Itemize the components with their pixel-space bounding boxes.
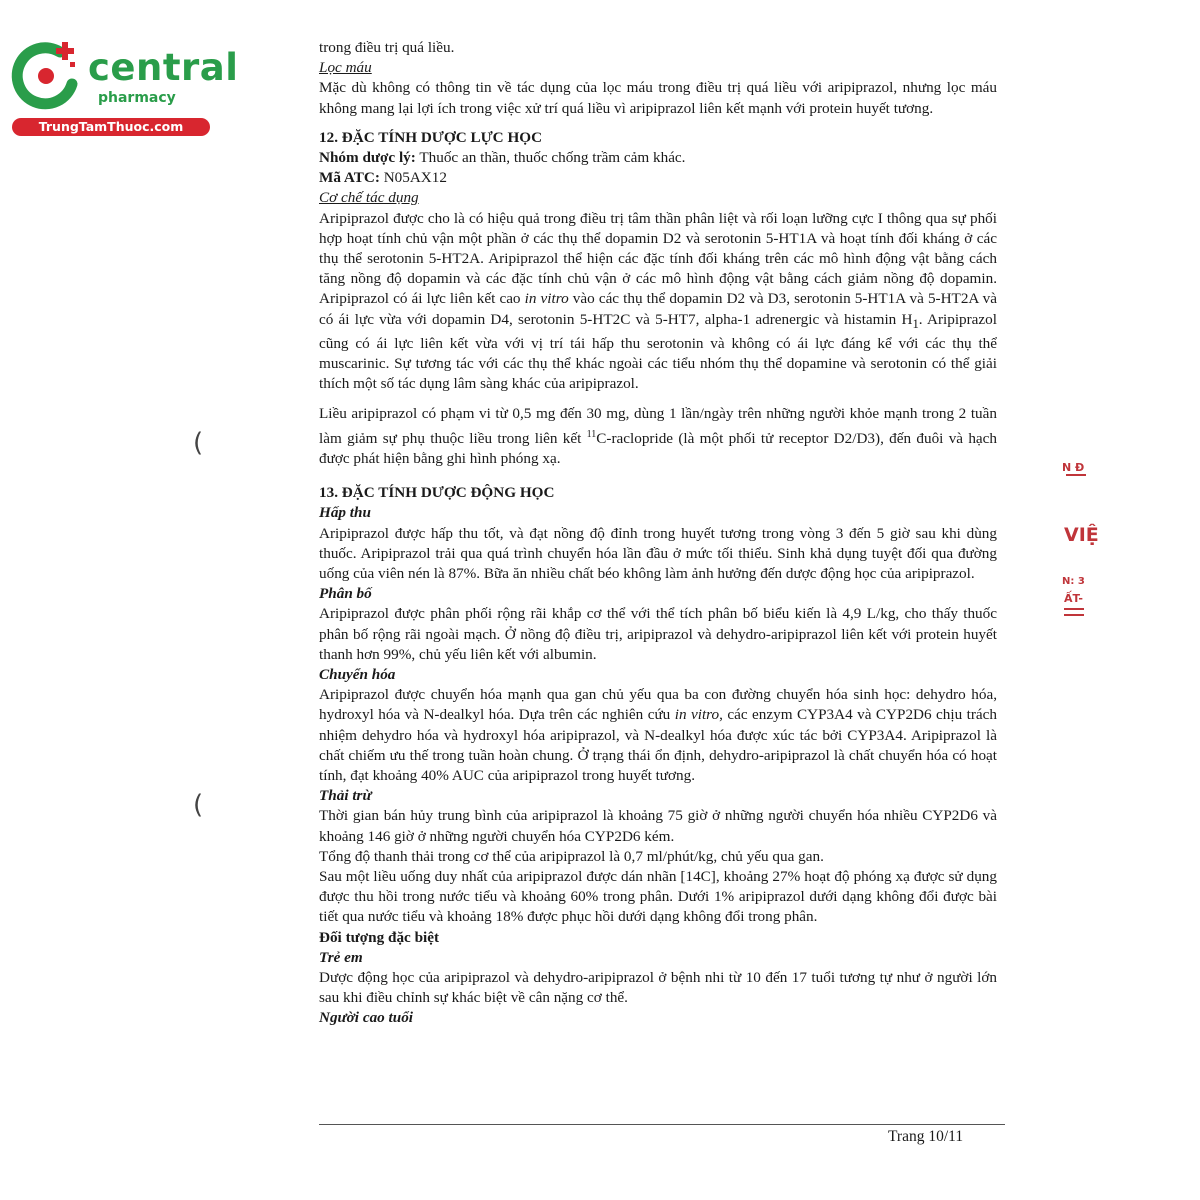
text: vào các thụ thể dopamin D2 và D3, serotonin 5-HT1A và 5-HT2A và có ái lực vừa với dopamin D4, serotonin 5-HT2C và 5-HT7, alpha-1 adrenergic và histamin H: [319, 290, 997, 328]
paragraph: Tổng độ thanh thải trong cơ thể của aripiprazol là 0,7 ml/phút/kg, chủ yếu qua gan.: [319, 847, 824, 865]
section-12-heading: 12. ĐẶC TÍNH DƯỢC LỰC HỌC: [319, 128, 543, 146]
text: . Aripiprazol cũng có ái lực liên kết vừa với vị trí tái hấp thu serotonin và không có ái lực đáng kể với các thụ thể muscarinic. Sự tương tác với các thụ thể khác ngoài các tiểu nhóm thụ thể dopamine và serotonin có thể giải thích một số tác dụng lâm sàng khác của aripiprazol.: [319, 310, 997, 393]
value: N05AX12: [379, 169, 447, 187]
logo-url: TrungTamThuoc.com: [12, 118, 210, 136]
stamp-line: [1064, 608, 1084, 610]
stamp-text: N: 3: [1062, 576, 1085, 587]
subheading-tre-em: Trẻ em: [319, 948, 363, 966]
paragraph: Mặc dù không có thông tin về tác dụng của lọc máu trong điều trị quá liều với aripiprazol, nhưng lọc máu không mang lại lợi ích trong việc xử trí quá liều vì aripiprazol liên kết mạnh với protein huyết tương.: [319, 79, 997, 117]
subheading-doi-tuong: Đối tượng đặc biệt: [319, 928, 440, 946]
stamp-line: [1066, 474, 1086, 476]
text: Liều aripiprazol có phạm vi từ 0,5 mg đến 30 mg, dùng 1 lần/ngày trên những người khỏe mạnh trong 2 tuần làm giảm sự phụ thuộc liều trong liên kết: [319, 405, 997, 447]
subscript: 1: [912, 316, 919, 331]
paragraph: trong điều trị quá liều.: [319, 39, 455, 56]
binder-mark-icon: (: [193, 790, 204, 820]
subheading-nguoi-cao-tuoi: Người cao tuổi: [319, 1009, 414, 1027]
binder-mark-icon: (: [193, 428, 204, 458]
italic-text: in vitro: [674, 706, 720, 724]
section-13-heading: 13. ĐẶC TÍNH DƯỢC ĐỘNG HỌC: [319, 484, 555, 502]
text: C-raclopride (là một phối tử receptor D2/D3), đến đuôi và hạch được phát hiện bằng ghi hình phóng xạ.: [319, 429, 998, 467]
subheading-thai-tru: Thải trừ: [319, 787, 372, 805]
stamp-text: N Đ: [1062, 461, 1085, 474]
label: Nhóm dược lý:: [319, 149, 416, 167]
subheading-co-che: Cơ chế tác dụng: [319, 189, 419, 207]
label: Mã ATC:: [319, 169, 380, 187]
atc-code: [319, 168, 997, 188]
logo-subtitle: pharmacy: [98, 90, 176, 106]
subheading-chuyen-hoa: Chuyển hóa: [319, 665, 396, 683]
footer-divider: [319, 1124, 1005, 1125]
logo-mark-icon: [10, 38, 84, 112]
paragraph: [319, 685, 997, 786]
text: Aripiprazol được cho là có hiệu quả trong điều trị tâm thần phân liệt và rối loạn lưỡng cực I thông qua sự phối hợp hoạt tính chủ vận một phần ở các thụ thể dopamin D2 và serotonin 5-HT1A và hoạt tính đối kháng ở các thụ thể serotonin 5-HT2A. Aripiprazol thể hiện các đặc tính đối kháng trên các mô hình động vật bằng cách tăng nồng độ dopamin và các đặc tính chủ vận ở các mô hình động vật bằng cách giảm nồng độ dopamin. Aripiprazol có ái lực liên kết cao: [319, 209, 997, 308]
text: Aripiprazol được chuyển hóa mạnh qua gan chủ yếu qua ba con đường chuyển hóa sinh học: dehydro hóa, hydroxyl hóa và N-dealkyl hóa. Dựa trên các nghiên cứu: [319, 686, 997, 724]
subheading-phan-bo: Phân bố: [319, 585, 372, 603]
paragraph: Dược động học của aripiprazol và dehydro-aripiprazol ở bệnh nhi từ 10 đến 17 tuổi tương tự như ở người lớn sau khi điều chỉnh sự khác biệt về cân nặng cơ thể.: [319, 969, 997, 1007]
paragraph: [319, 209, 997, 395]
superscript: 11: [586, 428, 597, 440]
logo-brand: central: [88, 46, 239, 89]
text: , các enzym CYP3A4 và CYP2D6 chịu trách nhiệm dehydro hóa và hydroxyl hóa aripiprazol, và N-dealkyl hóa được xúc tác bởi CYP3A4. Aripiprazol là chất chiếm ưu thế trong tuần hoàn chung. Ở trạng thái ổn định, dehydro-aripiprazol là chất chuyển hóa có hoạt tính, đạt khoảng 40% AUC của aripiprazol trong huyết tương.: [319, 706, 998, 784]
stamp-line: [1064, 614, 1084, 616]
stamp-text: VIỆ: [1064, 524, 1099, 546]
central-pharmacy-logo[interactable]: [10, 38, 239, 138]
paragraph: [319, 404, 997, 469]
pharmacologic-group: [319, 148, 997, 168]
subheading-hap-thu: Hấp thu: [319, 504, 371, 522]
document-body: [319, 38, 997, 1029]
paragraph: Aripiprazol được hấp thu tốt, và đạt nồng độ đỉnh trong huyết tương trong vòng 3 đến 5 giờ sau khi dùng thuốc. Aripiprazol trải qua quá trình chuyển hóa lần đầu ở mức tối thiểu. Sinh khả dụng tuyệt đối qua đường uống của viên nén là 87%. Bữa ăn nhiều chất béo không làm ảnh hưởng đến dược động học của aripiprazol.: [319, 524, 997, 582]
paragraph: Sau một liều uống duy nhất của aripiprazol được dán nhãn [14C], khoảng 27% hoạt độ phóng xạ được sử dụng được thu hồi trong nước tiểu và khoảng 60% trong phân. Dưới 1% aripiprazol dưới dạng không đổi được bài tiết qua nước tiểu và khoảng 18% được phục hồi dưới dạng không đổi trong phân.: [319, 868, 997, 926]
page-number: Trang 10/11: [888, 1128, 964, 1145]
paragraph: Aripiprazol được phân phối rộng rãi khắp cơ thể với thể tích phân bố biểu kiến là 4,9 L/kg, cho thấy thuốc phân bố rộng rãi ngoài mạch. Ở nồng độ điều trị, aripiprazol và dehydro-aripiprazol liên kết với protein huyết thanh hơn 99%, chủ yếu liên kết với albumin.: [319, 605, 997, 663]
stamp-text: ẤT-: [1064, 592, 1083, 605]
italic-text: in vitro: [524, 290, 569, 308]
value: Thuốc an thần, thuốc chống trầm cảm khác.: [415, 149, 686, 167]
subheading-loc-mau: Lọc máu: [319, 59, 372, 77]
paragraph: Thời gian bán hủy trung bình của aripiprazol là khoảng 75 giờ ở những người chuyển hóa nhiều CYP2D6 và khoảng 146 giờ ở những người chuyển hóa CYP2D6 kém.: [319, 807, 997, 845]
